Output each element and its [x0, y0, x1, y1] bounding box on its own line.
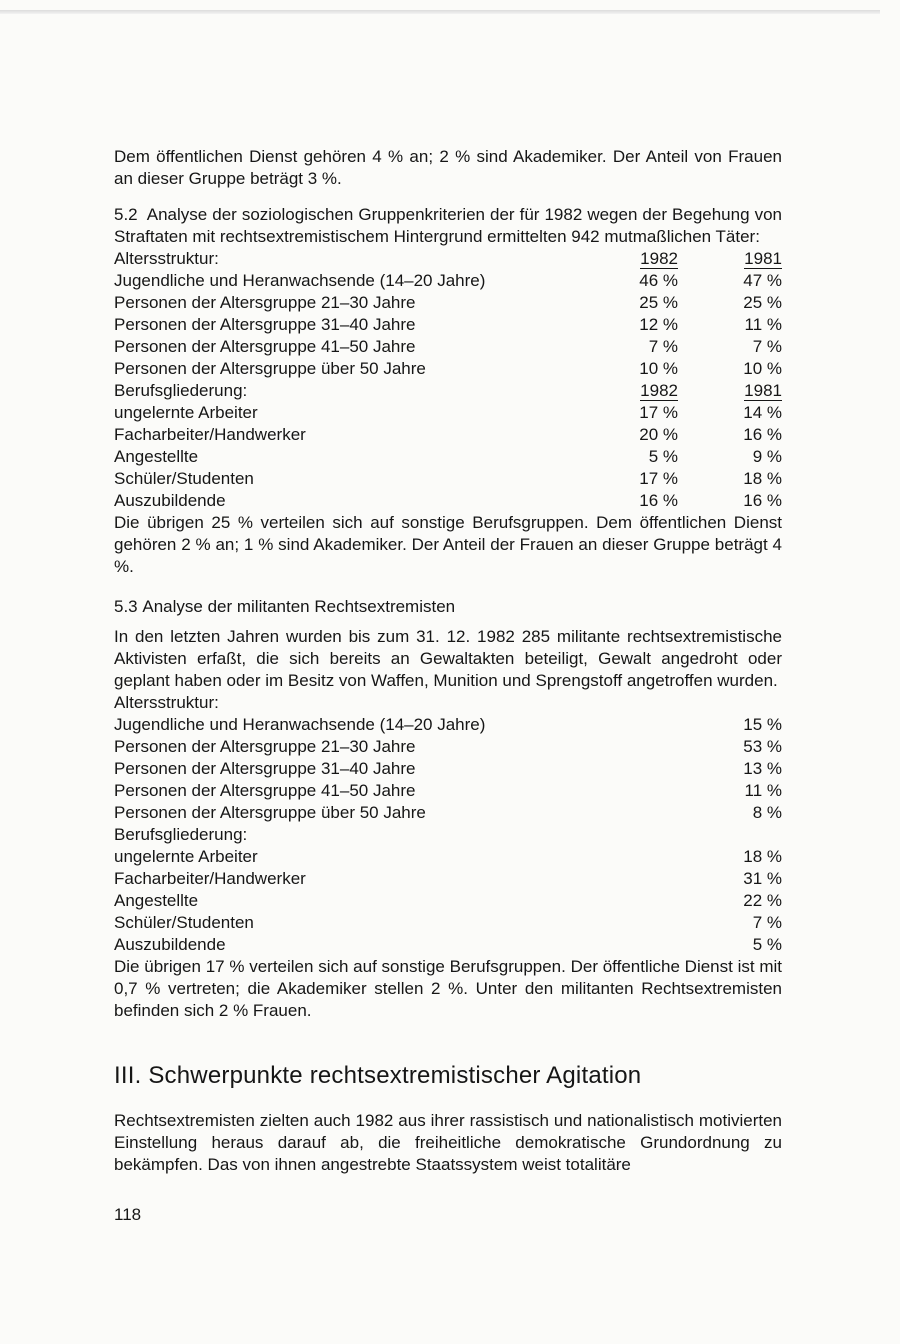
value-1982: 10 %: [639, 359, 678, 378]
table-row: [114, 846, 782, 868]
year-column-1982: 1982: [640, 249, 678, 268]
year-column-1981: 1981: [744, 249, 782, 268]
table-row: [114, 402, 782, 424]
age-table-5-2: [114, 270, 782, 380]
row-value: 31 %: [743, 869, 782, 888]
row-label: Personen der Altersgruppe 41–50 Jahre: [114, 337, 416, 356]
age-structure-label: Altersstruktur:: [114, 693, 219, 712]
value-1981: 9 %: [752, 447, 782, 466]
row-value: 8 %: [752, 803, 782, 822]
year-column-1981: 1981: [744, 381, 782, 400]
value-1982: 20 %: [639, 425, 678, 444]
section-title: Analyse der militanten Rechtsextremisten: [142, 597, 456, 616]
row-label: Angestellte: [114, 447, 199, 466]
row-label: Facharbeiter/Handwerker: [114, 425, 306, 444]
occupation-label: Berufsgliederung:: [114, 381, 248, 400]
section-5-3-closing: Die übrigen 17 % verteilen sich auf sonstige Berufsgruppen. Der öffentliche Dienst ist mit 0,7 % vertreten; die Akademiker stellen 2 %. Unter den militanten Rechtsextremisten befinden sich 2 % Frauen.: [114, 957, 782, 1020]
page-number: 118: [114, 1205, 142, 1224]
row-label: Jugendliche und Heranwachsende (14–20 Jahre): [114, 271, 486, 290]
row-label: Jugendliche und Heranwachsende (14–20 Jahre): [114, 715, 486, 734]
table-row: [114, 736, 782, 758]
table-row: [114, 292, 782, 314]
section-5-2-closing: Die übrigen 25 % verteilen sich auf sonstige Berufsgruppen. Dem öffentlichen Dienst gehören 2 % an; 1 % sind Akademiker. Der Anteil der Frauen an dieser Gruppe beträgt 4 %.: [114, 513, 782, 576]
table-header: [114, 380, 782, 402]
value-1982: 46 %: [639, 271, 678, 290]
row-label: Personen der Altersgruppe 31–40 Jahre: [114, 315, 416, 334]
table-row: [114, 868, 782, 890]
age-structure-label: Altersstruktur:: [114, 249, 219, 268]
table-row: [114, 336, 782, 358]
row-label: Personen der Altersgruppe über 50 Jahre: [114, 803, 426, 822]
row-label: Personen der Altersgruppe 21–30 Jahre: [114, 737, 416, 756]
section-5-3-title: [114, 596, 782, 618]
row-label: Auszubildende: [114, 935, 226, 954]
table-row: [114, 490, 782, 512]
row-label: Schüler/Studenten: [114, 469, 254, 488]
table-row: [114, 714, 782, 736]
section-number: 5.2: [114, 205, 138, 224]
table-row: [114, 468, 782, 490]
row-label: Schüler/Studenten: [114, 913, 254, 932]
occupation-label: Berufsgliederung:: [114, 825, 248, 844]
table-row: [114, 758, 782, 780]
section-5-2-intro: [114, 204, 782, 248]
row-label: Personen der Altersgruppe 41–50 Jahre: [114, 781, 416, 800]
value-1981: 14 %: [743, 403, 782, 422]
table-row: [114, 802, 782, 824]
value-1982: 5 %: [648, 447, 678, 466]
scan-edge: [0, 10, 880, 14]
row-value: 5 %: [752, 935, 782, 954]
table-header: [114, 248, 782, 270]
table-row: [114, 314, 782, 336]
value-1981: 16 %: [743, 425, 782, 444]
value-1981: 25 %: [743, 293, 782, 312]
age-table-5-3: [114, 714, 782, 824]
row-value: 53 %: [743, 737, 782, 756]
table-row: [114, 934, 782, 956]
value-1982: 7 %: [648, 337, 678, 356]
value-1981: 18 %: [743, 469, 782, 488]
section-number: 5.3: [114, 597, 138, 616]
table-row: [114, 358, 782, 380]
value-1982: 16 %: [639, 491, 678, 510]
row-value: 18 %: [743, 847, 782, 866]
row-value: 13 %: [743, 759, 782, 778]
occupation-table-5-3: [114, 846, 782, 956]
row-label: Personen der Altersgruppe 21–30 Jahre: [114, 293, 416, 312]
value-1981: 11 %: [744, 315, 782, 334]
section-text: Analyse der soziologischen Gruppenkriterien der für 1982 wegen der Begehung von Straftaten mit rechtsextremistischem Hintergrund ermittelten 942 mutmaßlichen Täter:: [114, 205, 782, 246]
occupation-table-5-2: [114, 402, 782, 512]
chapter-heading: III. Schwerpunkte rechtsextremistischer Agitation: [114, 1062, 642, 1089]
value-1982: 25 %: [639, 293, 678, 312]
row-label: Facharbeiter/Handwerker: [114, 869, 306, 888]
value-1981: 47 %: [743, 271, 782, 290]
value-1982: 12 %: [639, 315, 678, 334]
value-1981: 16 %: [743, 491, 782, 510]
row-label: Angestellte: [114, 891, 199, 910]
value-1981: 7 %: [752, 337, 782, 356]
row-value: 11 %: [744, 781, 782, 800]
row-label: ungelernte Arbeiter: [114, 847, 258, 866]
table-row: [114, 780, 782, 802]
table-row: [114, 890, 782, 912]
chapter-paragraph: Rechtsextremisten zielten auch 1982 aus ihrer rassistisch und nationalistisch motivierten Einstellung heraus darauf ab, die freiheitliche demokratische Grundordnung zu bekämpfen. Das von ihnen angestrebte Staatssystem weist totalitäre: [114, 1111, 782, 1174]
row-label: Personen der Altersgruppe 31–40 Jahre: [114, 759, 416, 778]
value-1981: 10 %: [743, 359, 782, 378]
table-row: [114, 446, 782, 468]
intro-paragraph: Dem öffentlichen Dienst gehören 4 % an; 2 % sind Akademiker. Der Anteil von Frauen an dieser Gruppe beträgt 3 %.: [114, 147, 782, 188]
value-1982: 17 %: [639, 469, 678, 488]
table-row: [114, 912, 782, 934]
row-value: 22 %: [743, 891, 782, 910]
document-page: [114, 146, 782, 1226]
year-column-1982: 1982: [640, 381, 678, 400]
value-1982: 17 %: [639, 403, 678, 422]
row-label: Personen der Altersgruppe über 50 Jahre: [114, 359, 426, 378]
row-value: 7 %: [752, 913, 782, 932]
row-label: Auszubildende: [114, 491, 226, 510]
row-value: 15 %: [743, 715, 782, 734]
row-label: ungelernte Arbeiter: [114, 403, 258, 422]
table-row: [114, 270, 782, 292]
section-5-3-intro: In den letzten Jahren wurden bis zum 31. 12. 1982 285 militante rechtsextremistische Aktivisten erfaßt, die sich bereits an Gewaltakten beteiligt, Gewalt angedroht oder geplant haben oder im Besitz von Waffen, Munition und Sprengstoff angetroffen wurden.: [114, 627, 782, 690]
table-row: [114, 424, 782, 446]
